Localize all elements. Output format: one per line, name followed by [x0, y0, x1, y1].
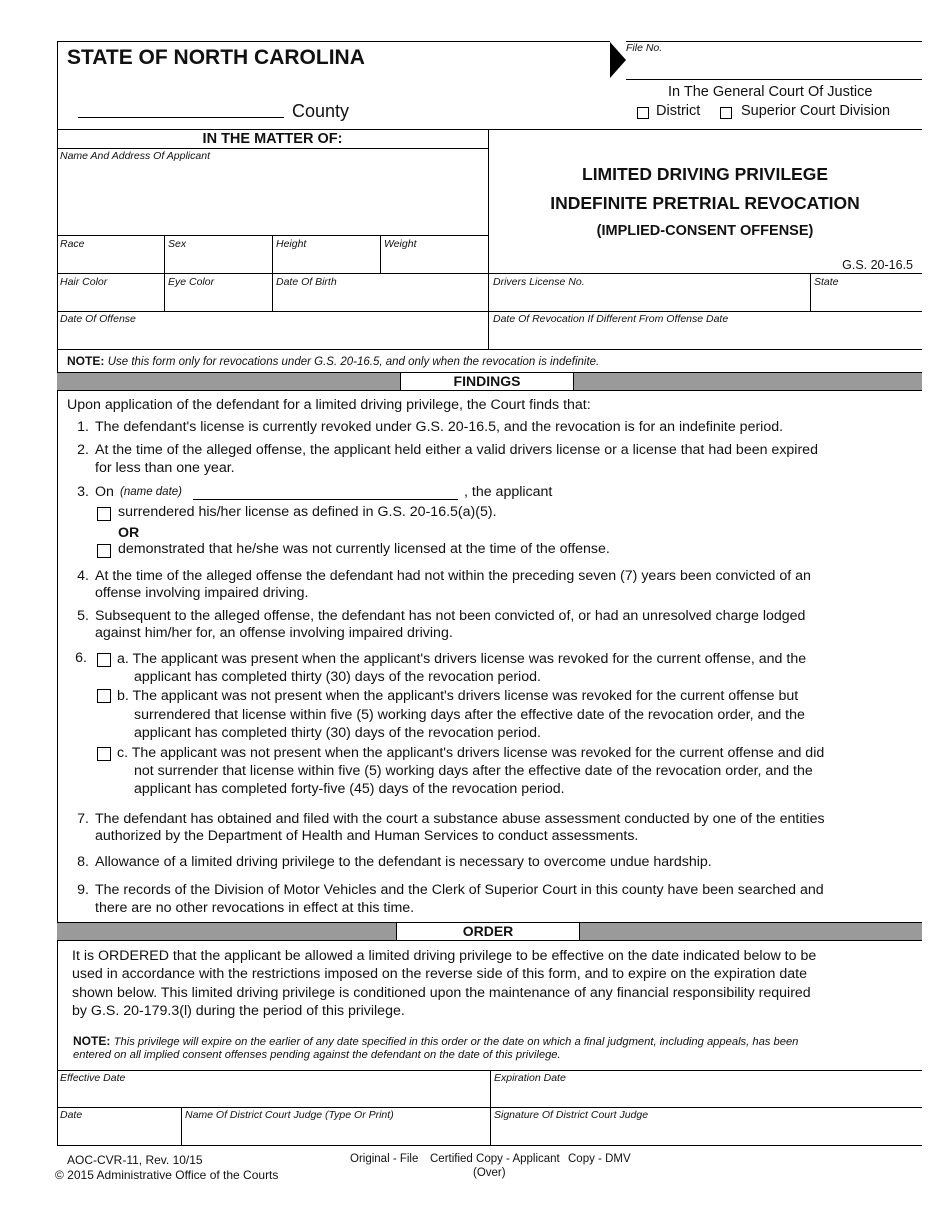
form-title-line3: (IMPLIED-CONSENT OFFENSE) [596, 223, 814, 239]
effective-date-field[interactable] [58, 1084, 488, 1106]
finding-6c-line2: not surrender that license within five (5) working days after the effective date of the revocation order, and the [134, 763, 813, 779]
expiration-date-label: Expiration Date [494, 1072, 566, 1084]
expiration-date-field[interactable] [492, 1084, 920, 1106]
effective-date-label: Effective Date [60, 1072, 126, 1084]
order-line1: It is ORDERED that the applicant be allowed a limited driving privilege to be effective on the date indicated below to be [72, 948, 817, 964]
county-field[interactable] [78, 117, 284, 118]
form-title-line2: INDEFINITE PRETRIAL REVOCATION [550, 193, 860, 213]
finding-number: 1. [77, 419, 89, 435]
finding-number: 6. [75, 650, 87, 666]
surrendered-checkbox[interactable] [97, 507, 111, 521]
judge-name-field[interactable] [183, 1121, 488, 1143]
state-title: STATE OF NORTH CAROLINA [67, 46, 365, 69]
eye-color-label: Eye Color [168, 276, 215, 288]
revocation-date-label: Date Of Revocation If Different From Offense Date [493, 313, 729, 325]
finding-6c-line1: c. The applicant was not present when the applicant's drivers license was revoked for the current offense and did [117, 745, 825, 761]
finding-7-line2: authorized by the Department of Health and Human Services to conduct assessments. [95, 828, 639, 844]
finding-6b-line2: surrendered that license within five (5) working days after the effective date of the revocation order, and the [134, 707, 805, 723]
findings-intro: Upon application of the defendant for a limited driving privilege, the Court finds that: [67, 397, 591, 413]
license-no-label: Drivers License No. [493, 276, 585, 288]
finding-5-line2: against him/her for, an offense involving impaired driving. [95, 625, 453, 641]
race-label: Race [60, 238, 85, 250]
note-1 [67, 354, 599, 368]
finding-8: Allowance of a limited driving privilege to the defendant is necessary to overcome undue hardship. [95, 854, 712, 870]
file-no-arrow-icon [610, 42, 626, 78]
finding-3-name-date-label: (name date) [120, 486, 183, 498]
finding-2-line1: At the time of the alleged offense, the applicant held either a valid drivers license or a license that had been expired [95, 442, 818, 458]
name-address-field[interactable] [58, 162, 486, 234]
file-no-field[interactable] [626, 79, 922, 80]
form-title-line1: LIMITED DRIVING PRIVILEGE [582, 164, 828, 184]
finding-4-line2: offense involving impaired driving. [95, 585, 309, 601]
judge-signature-field[interactable] [492, 1121, 920, 1143]
note-2 [73, 1034, 798, 1048]
finding-1: The defendant's license is currently revoked under G.S. 20-16.5, and the revocation is for an indefinite period. [95, 419, 784, 435]
state-label: State [814, 276, 839, 288]
file-no-label: File No. [626, 42, 663, 54]
finding-6b-line1: b. The applicant was not present when the applicant's drivers license was revoked for the current offense but [117, 688, 799, 704]
finding-6a-checkbox[interactable] [97, 653, 111, 667]
order-line3: shown below. This limited driving privilege is conditioned upon the maintenance of any financial responsibility required [72, 985, 811, 1001]
finding-number: 3. [77, 484, 89, 500]
finding-6a-line2: applicant has completed thirty (30) days of the revocation period. [134, 669, 541, 685]
height-label: Height [276, 238, 307, 250]
copyright: © 2015 Administrative Office of the Courts [55, 1168, 279, 1182]
county-label: County [292, 101, 350, 121]
note-2-label: NOTE: [73, 1034, 111, 1048]
finding-6b-checkbox[interactable] [97, 689, 111, 703]
statute-label: G.S. 20-16.5 [842, 258, 913, 272]
finding-9-line1: The records of the Division of Motor Vehicles and the Clerk of Superior Court in this county have been searched and [95, 882, 824, 898]
finding-7-line1: The defendant has obtained and filed with the court a substance abuse assessment conducted by one of the entities [95, 811, 825, 827]
distribution-original: Original - File [350, 1153, 419, 1165]
judge-name-label: Name Of District Court Judge (Type Or Print) [185, 1109, 394, 1121]
finding-number: 2. [77, 442, 89, 458]
finding-number: 9. [77, 882, 89, 898]
finding-3-on: On [95, 484, 114, 500]
finding-5-line1: Subsequent to the alleged offense, the defendant has not been convicted of, or had an unresolved charge lodged [95, 608, 806, 624]
not-licensed-checkbox[interactable] [97, 544, 111, 558]
over-label: (Over) [473, 1167, 506, 1179]
findings-bar [57, 372, 922, 391]
finding-number: 4. [77, 568, 89, 584]
finding-6c-line3: applicant has completed forty-five (45) days of the revocation period. [134, 781, 565, 797]
note-2-text-line1: This privilege will expire on the earlier of any date specified in this order or the date on which a final judgment, including appeals, has been [113, 1036, 799, 1048]
matter-heading: IN THE MATTER OF: [202, 131, 343, 147]
finding-3-demonstrated: demonstrated that he/she was not currently licensed at the time of the offense. [118, 541, 610, 557]
finding-3-name-date-field[interactable] [193, 499, 458, 500]
order-line4: by G.S. 20-179.3(l) during the period of this privilege. [72, 1003, 405, 1019]
name-address-label: Name And Address Of Applicant [60, 150, 210, 162]
district-checkbox[interactable] [637, 107, 649, 119]
distribution-dmv: Copy - DMV [568, 1153, 631, 1165]
order-heading: ORDER [396, 923, 580, 940]
order-line2: used in accordance with the restrictions imposed on the reverse side of this form, and to expire on the expiration date [72, 966, 807, 982]
hair-color-label: Hair Color [60, 276, 108, 288]
finding-6b-line3: applicant has completed thirty (30) days of the revocation period. [134, 725, 541, 741]
weight-label: Weight [384, 238, 417, 250]
distribution-certified: Certified Copy - Applicant [430, 1153, 560, 1165]
date-label: Date [60, 1109, 83, 1121]
finding-4-line1: At the time of the alleged offense the defendant had not within the preceding seven (7) years been convicted of an [95, 568, 811, 584]
finding-3-applicant: , the applicant [464, 484, 553, 500]
superior-label: Superior Court Division [741, 103, 891, 119]
judge-signature-label: Signature Of District Court Judge [494, 1109, 649, 1121]
finding-3-or: OR [118, 525, 140, 541]
note-1-label: NOTE: [67, 354, 105, 368]
finding-6a-line1: a. The applicant was present when the applicant's drivers license was revoked for the current offense, and the [117, 651, 807, 667]
district-label: District [656, 103, 701, 119]
form-number: AOC-CVR-11, Rev. 10/15 [67, 1153, 203, 1167]
finding-number: 5. [77, 608, 89, 624]
finding-6c-checkbox[interactable] [97, 747, 111, 761]
offense-date-label: Date Of Offense [60, 313, 136, 325]
date-field[interactable] [58, 1121, 179, 1143]
findings-heading: FINDINGS [400, 373, 574, 390]
finding-3-surrendered: surrendered his/her license as defined in G.S. 20-16.5(a)(5). [118, 504, 497, 520]
dob-label: Date Of Birth [276, 276, 337, 288]
finding-9-line2: there are no other revocations in effect at this time. [95, 900, 415, 916]
sex-label: Sex [168, 238, 187, 250]
note-1-text: Use this form only for revocations under G.S. 20-16.5, and only when the revocation is indefinite. [107, 356, 600, 368]
court-label: In The General Court Of Justice [668, 84, 873, 100]
order-bar [57, 922, 922, 941]
finding-2-line2: for less than one year. [95, 460, 235, 476]
finding-number: 8. [77, 854, 89, 870]
note-2-text-line2: entered on all implied consent offenses pending against the defendant on the date of this privilege. [73, 1049, 561, 1061]
superior-court-checkbox[interactable] [720, 107, 732, 119]
finding-number: 7. [77, 811, 89, 827]
